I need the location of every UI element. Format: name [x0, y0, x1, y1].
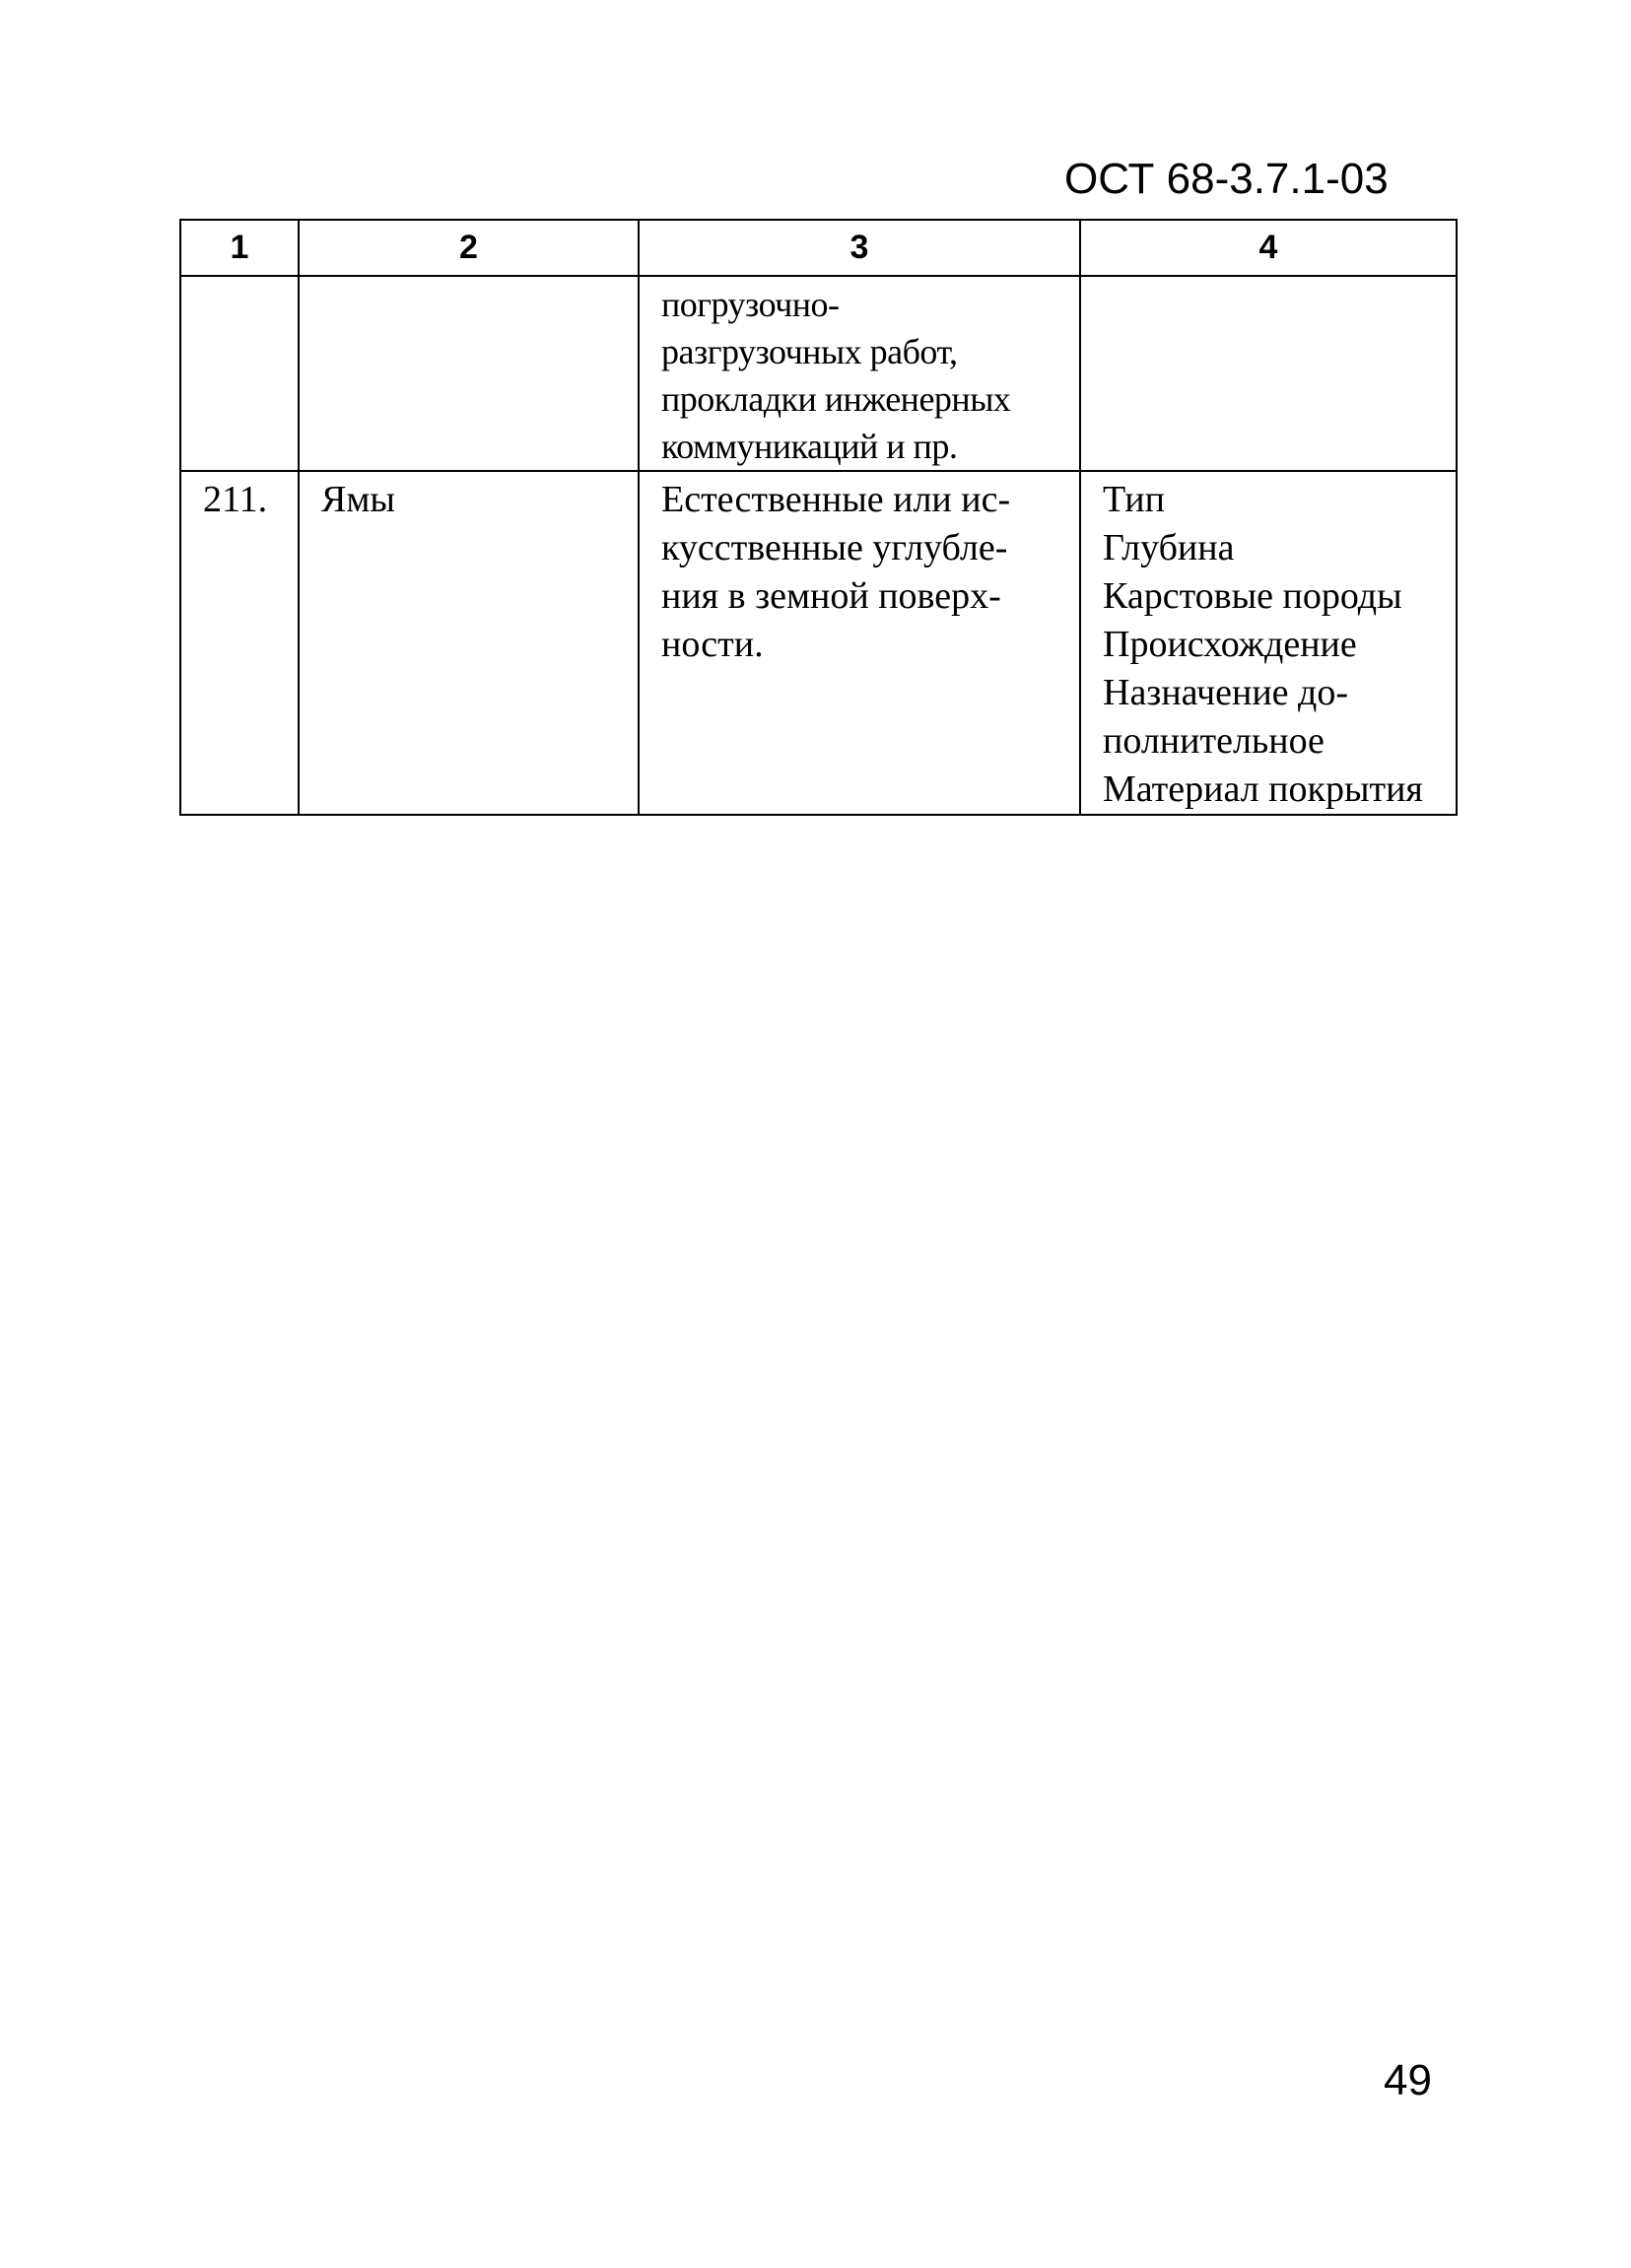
- column-header-1: 1: [180, 220, 299, 276]
- table-row-211: [180, 471, 1457, 815]
- attributes-table: [179, 219, 1458, 816]
- table-row-continuation: [180, 276, 1457, 471]
- description-cell: [639, 471, 1080, 815]
- object-name-cell: [299, 471, 639, 815]
- table-header-row: [180, 220, 1457, 276]
- row-number: 211.: [203, 479, 268, 520]
- attributes-cell: [1080, 276, 1457, 471]
- row-number-cell: [180, 276, 299, 471]
- object-name: Ямы: [321, 479, 395, 520]
- description-cell: [639, 276, 1080, 471]
- column-header-4: 4: [1080, 220, 1457, 276]
- object-description: погрузочно- разгрузочных работ, прокладки инженерных коммуникаций и пр.: [661, 285, 1011, 466]
- column-header-3: 3: [639, 220, 1080, 276]
- object-name-cell: [299, 276, 639, 471]
- page-number: 49: [1384, 2056, 1432, 2104]
- column-header-2: 2: [299, 220, 639, 276]
- row-number-cell: [180, 471, 299, 815]
- object-description: Естественные или ис- кусственные углубле- ния в земной поверх- ности.: [661, 479, 1011, 665]
- row-number: [181, 277, 298, 281]
- object-name: [300, 277, 638, 281]
- object-attributes: [1081, 277, 1456, 281]
- object-attributes: Тип Глубина Карстовые породы Происхождение Назначение до- полнительное Материал покрытия: [1103, 479, 1423, 810]
- attributes-cell: [1080, 471, 1457, 815]
- document-code: ОСТ 68-3.7.1-03: [1064, 155, 1389, 203]
